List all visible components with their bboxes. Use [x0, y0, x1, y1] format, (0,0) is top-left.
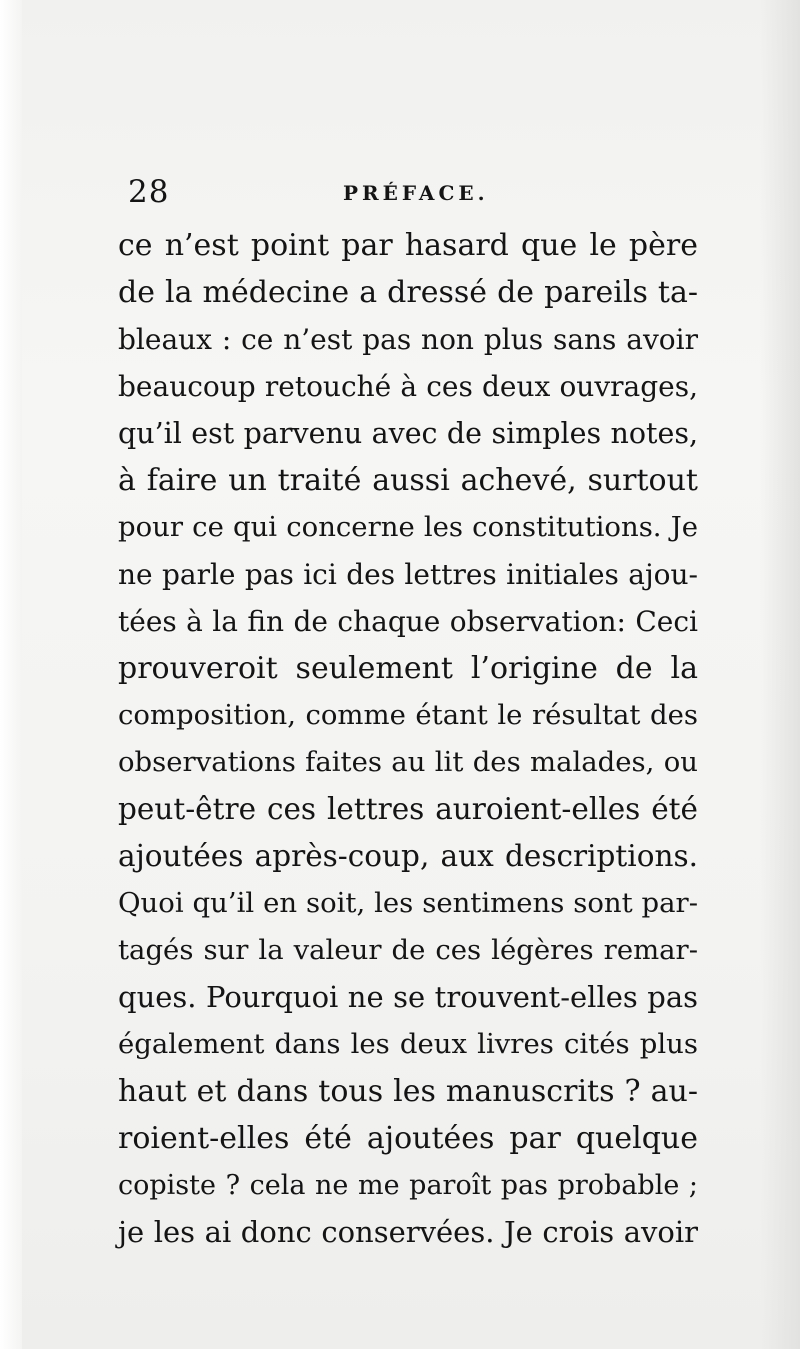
text-line: également dans les deux livres cités plus: [118, 1028, 698, 1060]
text-line: ne parle pas ici des lettres initiales ajou-: [118, 558, 698, 591]
page-header: [128, 172, 698, 212]
page-left-edge: [0, 0, 22, 1349]
text-line: prouveroit seulement l’origine de la: [118, 651, 698, 686]
text-line: de la médecine a dressé de pareils ta-: [118, 275, 698, 310]
text-line: peut-être ces lettres auroient-elles été: [118, 792, 698, 826]
text-line: ce n’est point par hasard que le père: [118, 228, 698, 263]
text-line: bleaux : ce n’est pas non plus sans avoir: [118, 323, 698, 356]
text-line: composition, comme étant le résultat des: [118, 699, 698, 731]
page-number: 28: [128, 174, 170, 210]
text-line: ajoutées après-coup, aux descriptions.: [118, 839, 698, 873]
text-line: beaucoup retouché à ces deux ouvrages,: [118, 370, 698, 403]
body-text: [118, 222, 698, 1256]
text-line: ques. Pourquoi ne se trouvent-elles pas: [118, 980, 698, 1014]
text-line: qu’il est parvenu avec de simples notes,: [118, 417, 698, 450]
text-line: à faire un traité aussi achevé, surtout: [118, 463, 698, 498]
running-title: PRÉFACE.: [343, 181, 489, 205]
text-line: haut et dans tous les manuscrits ? au-: [118, 1074, 698, 1109]
text-line: copiste ? cela ne me paroît pas probable ;: [118, 1170, 698, 1201]
text-line: tagés sur la valeur de ces légères remar-: [118, 934, 698, 966]
text-line: je les ai donc conservées. Je crois avoir: [118, 1215, 698, 1249]
page-right-edge: [760, 0, 800, 1349]
text-line: pour ce qui concerne les constitutions. Je: [118, 511, 698, 543]
text-line: tées à la fin de chaque observation: Ceci: [118, 605, 698, 638]
text-line: roient-elles été ajoutées par quelque: [118, 1121, 698, 1156]
text-line: observations faites au lit des malades, ou: [118, 746, 698, 778]
text-line: Quoi qu’il en soit, les sentimens sont par-: [118, 887, 698, 919]
